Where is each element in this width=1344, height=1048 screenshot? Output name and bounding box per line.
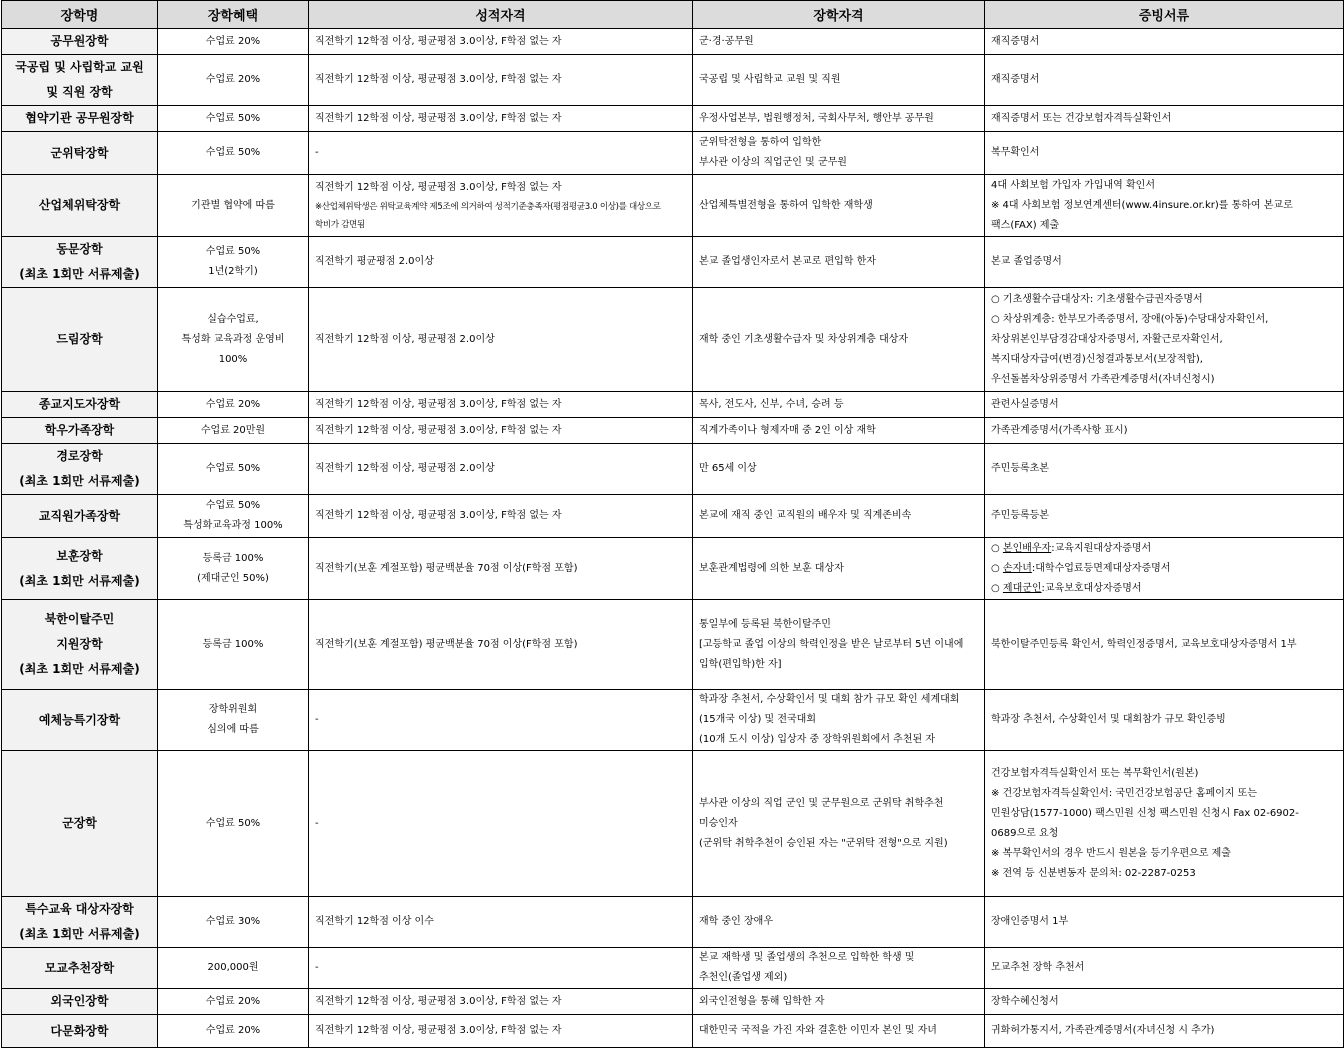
scholarship-name	[2, 418, 158, 444]
scholarship-benefit	[158, 418, 309, 444]
scholarship-name-line: (최초 1회만 서류제출)	[19, 267, 140, 281]
scholarship-qualification-line: 직계가족이나 형제자매 중 2인 이상 재학	[699, 424, 876, 436]
grade-qualification	[309, 106, 693, 132]
required-documents-line: 본교 졸업증명서	[991, 256, 1062, 267]
underlined-term: 제대군인	[1002, 582, 1042, 594]
grade-qualification-line: 직전학기 12학점 이상, 평균평점 3.0이상, F학점 없는 자	[315, 35, 562, 47]
required-documents	[985, 106, 1344, 132]
scholarship-qualification	[693, 690, 985, 751]
scholarship-benefit-line: 심의에 따름	[207, 724, 259, 735]
table-row	[2, 538, 1344, 600]
document-text: :교육보호대상자증명서	[1041, 582, 1142, 594]
grade-qualification-line: 직전학기 12학점 이상, 평균평점 2.0이상	[315, 463, 495, 474]
required-documents	[985, 418, 1344, 444]
table-row	[2, 55, 1344, 106]
grade-qualification	[309, 288, 693, 392]
scholarship-name-line: 특수교육 대상자장학	[25, 902, 134, 916]
scholarship-name	[2, 751, 158, 897]
required-documents-line: ※ 복무확인서의 경우 반드시 원본을 등기우편으로 제출	[991, 847, 1231, 859]
required-documents-line: 주민등록초본	[991, 463, 1049, 474]
required-documents-line: 주민등록등본	[991, 510, 1049, 521]
document-text: :대학수업료등면제대상자증명서	[1031, 562, 1171, 574]
grade-qualification-line: 직전학기 12학점 이상, 평균평점 3.0이상, F학점 없는 자	[315, 398, 562, 410]
scholarship-name-line: 외국인장학	[50, 994, 109, 1008]
scholarship-qualification	[693, 751, 985, 897]
table-row	[2, 29, 1344, 55]
scholarship-name-line: 지원장학	[56, 637, 103, 651]
grade-qualification	[309, 237, 693, 288]
scholarship-name-line: (최초 1회만 서류제출)	[19, 662, 140, 676]
required-documents-line	[991, 579, 1337, 599]
required-documents	[985, 175, 1344, 237]
scholarship-table	[1, 0, 1344, 1048]
scholarship-benefit-line: 수업료 50%	[205, 463, 261, 474]
scholarship-benefit-line: 장학위원회	[208, 704, 258, 715]
scholarship-qualification-line: 학과장 추천서, 수상확인서 및 대회 참가 규모 확인 세계대회	[699, 694, 960, 705]
grade-qualification-line: 학비가 감면됨	[315, 219, 365, 230]
scholarship-benefit-line: 실습수업료,	[207, 313, 259, 325]
grade-qualification	[309, 175, 693, 237]
required-documents-line: 건강보험자격득실확인서 또는 복무확인서(원본)	[991, 767, 1199, 779]
scholarship-name	[2, 288, 158, 392]
scholarship-benefit	[158, 106, 309, 132]
required-documents	[985, 690, 1344, 751]
grade-qualification	[309, 495, 693, 538]
scholarship-benefit-line: 특성화교육과정 100%	[183, 520, 283, 531]
grade-qualification	[309, 897, 693, 948]
table-row	[2, 237, 1344, 288]
scholarship-qualification	[693, 897, 985, 948]
scholarship-benefit	[158, 444, 309, 495]
scholarship-qualification-line: 만 65세 이상	[699, 463, 757, 474]
scholarship-benefit-line: 수업료 50%	[205, 817, 261, 829]
scholarship-name-line: 군위탁장학	[50, 145, 109, 160]
scholarship-benefit-line: 등록금 100%	[202, 638, 264, 650]
scholarship-benefit-line: 100%	[218, 353, 248, 365]
scholarship-qualification-line: 통일부에 등록된 북한이탈주민	[699, 618, 831, 630]
scholarship-name-line: (최초 1회만 서류제출)	[19, 573, 140, 588]
scholarship-benefit	[158, 948, 309, 989]
required-documents-line: 차상위본인부담경감대상자증명서, 자활근로자확인서,	[991, 333, 1223, 345]
table-row	[2, 288, 1344, 392]
required-documents-line	[991, 539, 1337, 559]
scholarship-qualification-line: 목사, 전도사, 신부, 수녀, 승려 등	[699, 398, 844, 410]
scholarship-qualification	[693, 55, 985, 106]
scholarship-name	[2, 106, 158, 132]
required-documents	[985, 948, 1344, 989]
table-row	[2, 392, 1344, 418]
scholarship-qualification	[693, 418, 985, 444]
scholarship-benefit-line: 등록금 100%	[202, 552, 264, 564]
scholarship-qualification-line: (군위탁 취학추천이 승인된 자는 "군위탁 전형"으로 지원)	[699, 837, 948, 849]
grade-qualification	[309, 600, 693, 690]
grade-qualification	[309, 690, 693, 751]
grade-qualification-line: 직전학기 12학점 이상 이수	[315, 916, 434, 927]
scholarship-name-line: 교직원가족장학	[38, 508, 121, 523]
grade-qualification-line: 직전학기 12학점 이상, 평균평점 3.0이상, F학점 없는 자	[315, 181, 562, 193]
scholarship-qualification	[693, 600, 985, 690]
scholarship-qualification	[693, 495, 985, 538]
grade-qualification	[309, 948, 693, 989]
grade-qualification	[309, 751, 693, 897]
scholarship-benefit-line: 수업료 50%	[205, 112, 261, 124]
grade-qualification-line: -	[315, 714, 319, 725]
required-documents	[985, 751, 1344, 897]
required-documents	[985, 1015, 1344, 1048]
scholarship-benefit	[158, 751, 309, 897]
scholarship-name-line: 경로장학	[56, 449, 103, 463]
grade-qualification-line: 직전학기 12학점 이상, 평균평점 2.0이상	[315, 333, 495, 345]
grade-qualification-line: 직전학기 12학점 이상, 평균평점 3.0이상, F학점 없는 자	[315, 510, 562, 521]
grade-qualification-line: 직전학기 12학점 이상, 평균평점 3.0이상, F학점 없는 자	[315, 995, 562, 1007]
scholarship-qualification	[693, 132, 985, 175]
document-text: ○	[991, 542, 1003, 554]
scholarship-name-line: 예체능특기장학	[38, 712, 121, 727]
scholarship-benefit	[158, 29, 309, 55]
grade-qualification-line: -	[315, 147, 319, 158]
table-row	[2, 106, 1344, 132]
required-documents-line: 북한이탈주민등록 확인서, 학력인정증명서, 교육보호대상자증명서 1부	[991, 638, 1297, 650]
scholarship-benefit	[158, 237, 309, 288]
grade-qualification-line: 직전학기 평균평점 2.0이상	[315, 256, 434, 267]
scholarship-name-line: (최초 1회만 서류제출)	[19, 927, 140, 941]
scholarship-qualification-line: 미승인자	[699, 817, 738, 829]
scholarship-qualification-line: 부사관 이상의 직업 군인 및 군무원으로 군위탁 취학추천	[699, 797, 944, 809]
scholarship-qualification-line: 재학 중인 기초생활수급자 및 차상위계층 대상자	[699, 333, 909, 345]
table-row	[2, 495, 1344, 538]
scholarship-benefit-line: 수업료 20%	[205, 35, 261, 47]
scholarship-qualification-line: 외국인전형을 통해 입학한 자	[699, 995, 825, 1007]
scholarship-qualification-line: 대한민국 국적을 가진 자와 결혼한 이민자 본인 및 자녀	[699, 1025, 937, 1036]
underlined-term: 본인배우자	[1002, 542, 1052, 554]
required-documents-line: 4대 사회보험 가입자 가입내역 확인서	[991, 179, 1155, 191]
required-documents-line: 장학수혜신청서	[991, 995, 1059, 1007]
scholarship-name	[2, 237, 158, 288]
required-documents	[985, 132, 1344, 175]
required-documents-line	[991, 559, 1337, 579]
required-documents-line: 학과장 추천서, 수상확인서 및 대회참가 규모 확인증빙	[991, 714, 1226, 725]
scholarship-benefit	[158, 989, 309, 1015]
header-row	[2, 1, 1344, 29]
grade-qualification	[309, 418, 693, 444]
scholarship-qualification	[693, 538, 985, 600]
scholarship-qualification-line: 추천인(졸업생 제외)	[699, 972, 788, 983]
grade-qualification-line: 직전학기 12학점 이상, 평균평점 3.0이상, F학점 없는 자	[315, 1025, 562, 1036]
scholarship-name-line: 및 직원 장학	[46, 85, 113, 99]
header-scholarship-qualification: 장학자격	[693, 1, 985, 29]
scholarship-name	[2, 392, 158, 418]
required-documents	[985, 600, 1344, 690]
scholarship-name-line: 공무원장학	[50, 34, 109, 48]
required-documents	[985, 989, 1344, 1015]
scholarship-name	[2, 495, 158, 538]
table-row	[2, 175, 1344, 237]
scholarship-qualification	[693, 106, 985, 132]
scholarship-name	[2, 690, 158, 751]
table-row	[2, 444, 1344, 495]
scholarship-qualification	[693, 288, 985, 392]
grade-qualification	[309, 989, 693, 1015]
table-row	[2, 418, 1344, 444]
scholarship-qualification-line: 군·경·공무원	[699, 35, 754, 47]
table-row	[2, 948, 1344, 989]
required-documents	[985, 495, 1344, 538]
document-text: ○	[991, 562, 1003, 574]
scholarship-benefit	[158, 1015, 309, 1048]
scholarship-name-line: 북한이탈주민	[44, 612, 115, 626]
required-documents-line: ○ 차상위계층: 한부모가족증명서, 장애(아동)수당대상자확인서,	[991, 313, 1269, 325]
required-documents-line: 재직증명서 또는 건강보험자격득실확인서	[991, 112, 1172, 124]
required-documents	[985, 237, 1344, 288]
grade-qualification-line: -	[315, 962, 319, 973]
scholarship-qualification-line: 우정사업본부, 법원행정처, 국회사무처, 행안부 공무원	[699, 112, 934, 124]
required-documents-line: 복무확인서	[991, 147, 1040, 158]
scholarship-name	[2, 132, 158, 175]
table-row	[2, 600, 1344, 690]
scholarship-name	[2, 897, 158, 948]
scholarship-benefit-line: 기관별 협약에 따름	[191, 199, 275, 211]
scholarship-name-line: (최초 1회만 서류제출)	[19, 474, 140, 488]
scholarship-benefit-line: 200,000원	[207, 962, 259, 973]
scholarship-name-line: 다문화장학	[50, 1023, 109, 1038]
grade-qualification	[309, 55, 693, 106]
scholarship-name	[2, 989, 158, 1015]
scholarship-qualification-line: 부사관 이상의 직업군인 및 군무원	[699, 157, 847, 168]
required-documents	[985, 55, 1344, 106]
scholarship-name	[2, 55, 158, 106]
scholarship-name	[2, 948, 158, 989]
required-documents-line: 팩스(FAX) 제출	[991, 219, 1060, 231]
scholarship-benefit-line: 수업료 20%	[205, 74, 261, 85]
grade-qualification	[309, 1015, 693, 1048]
scholarship-name-line: 학우가족장학	[44, 423, 115, 437]
required-documents-line: 0689으로 요청	[991, 827, 1059, 839]
scholarship-qualification	[693, 237, 985, 288]
table-row	[2, 751, 1344, 897]
scholarship-benefit-line: 수업료 20%	[205, 1025, 261, 1036]
required-documents-line: 귀화허가통지서, 가족관계증명서(자녀신청 시 추가)	[991, 1025, 1215, 1036]
grade-qualification	[309, 132, 693, 175]
underlined-term: 손자녀	[1002, 562, 1032, 574]
required-documents-line: 우선돌봄차상위증명서 가족관계증명서(자녀신청시)	[991, 373, 1215, 385]
scholarship-benefit	[158, 495, 309, 538]
scholarship-qualification-line: 군위탁전형을 통하여 입학한	[699, 137, 822, 148]
scholarship-qualification	[693, 989, 985, 1015]
scholarship-qualification-line: 보훈관계법령에 의한 보훈 대상자	[699, 562, 844, 574]
scholarship-name	[2, 175, 158, 237]
scholarship-qualification	[693, 948, 985, 989]
scholarship-qualification-line: 산업체특별전형을 통하여 입학한 재학생	[699, 199, 873, 211]
scholarship-qualification-line: 국공립 및 사립학교 교원 및 직원	[699, 74, 841, 85]
scholarship-qualification	[693, 1015, 985, 1048]
scholarship-benefit-line: 수업료 50%	[205, 147, 261, 158]
scholarship-name	[2, 1015, 158, 1048]
scholarship-benefit	[158, 55, 309, 106]
required-documents	[985, 288, 1344, 392]
scholarship-benefit	[158, 132, 309, 175]
table-row	[2, 1015, 1344, 1048]
scholarship-name-line: 협약기관 공무원장학	[25, 111, 134, 125]
scholarship-name-line: 군장학	[62, 816, 97, 830]
table-row	[2, 690, 1344, 751]
scholarship-name-line: 산업체위탁장학	[38, 198, 121, 212]
required-documents-line: 모교추천 장학 추천서	[991, 962, 1085, 973]
scholarship-benefit	[158, 538, 309, 600]
scholarship-name	[2, 538, 158, 600]
required-documents-line: 민원상담(1577-1000) 팩스민원 신청 팩스민원 신청시 Fax 02-6902-	[991, 807, 1299, 819]
required-documents	[985, 897, 1344, 948]
grade-qualification-line: 직전학기(보훈 계절포함) 평균백분율 70점 이상(F학점 포함)	[315, 638, 578, 650]
scholarship-name-line: 모교추천장학	[44, 960, 115, 975]
scholarship-name-line: 종교지도자장학	[38, 397, 121, 411]
required-documents	[985, 392, 1344, 418]
scholarship-qualification-line: 본교에 재직 중인 교직원의 배우자 및 직계존비속	[699, 510, 912, 521]
required-documents	[985, 444, 1344, 495]
required-documents-line: ※ 건강보험자격득실확인서: 국민건강보험공단 홈페이지 또는	[991, 787, 1257, 799]
scholarship-qualification-line: (10개 도시 이상) 입상자 중 장학위원회에서 추천된 자	[699, 734, 935, 745]
scholarship-name-line: 동문장학	[56, 242, 103, 256]
scholarship-qualification-line: 입학(편입학)한 자]	[699, 658, 782, 670]
grade-qualification-line: 직전학기 12학점 이상, 평균평점 3.0이상, F학점 없는 자	[315, 74, 562, 85]
required-documents-line: 복지대상자급여(변경)신청결과통보서(보장적합),	[991, 353, 1203, 365]
scholarship-qualification-line: 재학 중인 장애우	[699, 916, 773, 927]
scholarship-name	[2, 29, 158, 55]
required-documents-line: 관련사실증명서	[991, 398, 1059, 410]
scholarship-benefit-line: 수업료 30%	[205, 916, 261, 927]
scholarship-qualification-line: 본교 재학생 및 졸업생의 추천으로 입학한 학생 및	[699, 952, 915, 963]
scholarship-qualification-line: [고등학교 졸업 이상의 학력인정을 받은 날로부터 5년 이내에	[699, 638, 964, 650]
scholarship-qualification	[693, 29, 985, 55]
grade-qualification-line: 직전학기 12학점 이상, 평균평점 3.0이상, F학점 없는 자	[315, 112, 562, 124]
scholarship-benefit	[158, 288, 309, 392]
scholarship-name-line: 국공립 및 사립학교 교원	[15, 60, 144, 74]
scholarship-benefit-line: 수업료 20%	[205, 995, 261, 1007]
grade-qualification-line: ※산업체위탁생은 위탁교육계약 제5조에 의거하여 성적기준충족자(평점평균3.0 이상)를 대상으로	[315, 201, 661, 212]
grade-qualification	[309, 29, 693, 55]
required-documents-line: 장애인증명서 1부	[991, 916, 1069, 927]
scholarship-benefit-line: 특성화 교육과정 운영비	[181, 333, 285, 345]
document-text: ○	[991, 582, 1003, 594]
required-documents-line: 재직증명서	[991, 35, 1040, 47]
header-documents: 증빙서류	[985, 1, 1344, 29]
required-documents	[985, 29, 1344, 55]
table-row	[2, 132, 1344, 175]
required-documents-line: ※ 4대 사회보험 정보연계센터(www.4insure.or.kr)를 통하여 본교로	[991, 199, 1293, 211]
scholarship-name-line: 드림장학	[56, 332, 103, 346]
table-row	[2, 989, 1344, 1015]
scholarship-benefit	[158, 690, 309, 751]
scholarship-benefit-line: (제대군인 50%)	[197, 572, 269, 584]
required-documents-line: ○ 기초생활수급대상자: 기초생활수급권자증명서	[991, 293, 1203, 305]
required-documents	[985, 538, 1344, 600]
table-row	[2, 897, 1344, 948]
scholarship-qualification	[693, 175, 985, 237]
grade-qualification-line: -	[315, 817, 319, 829]
header-grade-qualification: 성적자격	[309, 1, 693, 29]
scholarship-benefit-line: 1년(2학기)	[208, 266, 258, 277]
scholarship-benefit	[158, 897, 309, 948]
grade-qualification-line: 직전학기(보훈 계절포함) 평균백분율 70점 이상(F학점 포함)	[315, 562, 578, 574]
scholarship-name	[2, 600, 158, 690]
required-documents-line: ※ 전역 등 신분변동자 문의처: 02-2287-0253	[991, 867, 1196, 879]
scholarship-benefit-line: 수업료 20만원	[200, 424, 266, 436]
grade-qualification	[309, 392, 693, 418]
scholarship-qualification-line: (15개국 이상) 및 전국대회	[699, 714, 817, 725]
grade-qualification	[309, 538, 693, 600]
scholarship-benefit	[158, 392, 309, 418]
grade-qualification	[309, 444, 693, 495]
scholarship-benefit-line: 수업료 50%	[205, 500, 261, 511]
scholarship-name	[2, 444, 158, 495]
scholarship-qualification	[693, 444, 985, 495]
scholarship-benefit	[158, 600, 309, 690]
required-documents-line: 재직증명서	[991, 74, 1040, 85]
document-text: :교육지원대상자증명서	[1051, 542, 1152, 554]
scholarship-benefit-line: 수업료 50%	[205, 246, 261, 257]
table-body	[2, 29, 1344, 1048]
grade-qualification-line: 직전학기 12학점 이상, 평균평점 3.0이상, F학점 없는 자	[315, 424, 562, 436]
scholarship-benefit	[158, 175, 309, 237]
header-name: 장학명	[2, 1, 158, 29]
required-documents-line: 가족관계증명서(가족사항 표시)	[991, 424, 1128, 436]
scholarship-name-line: 보훈장학	[56, 548, 103, 563]
scholarship-qualification	[693, 392, 985, 418]
scholarship-benefit-line: 수업료 20%	[205, 398, 261, 410]
scholarship-qualification-line: 본교 졸업생인자로서 본교로 편입학 한자	[699, 256, 876, 267]
header-benefit: 장학혜택	[158, 1, 309, 29]
